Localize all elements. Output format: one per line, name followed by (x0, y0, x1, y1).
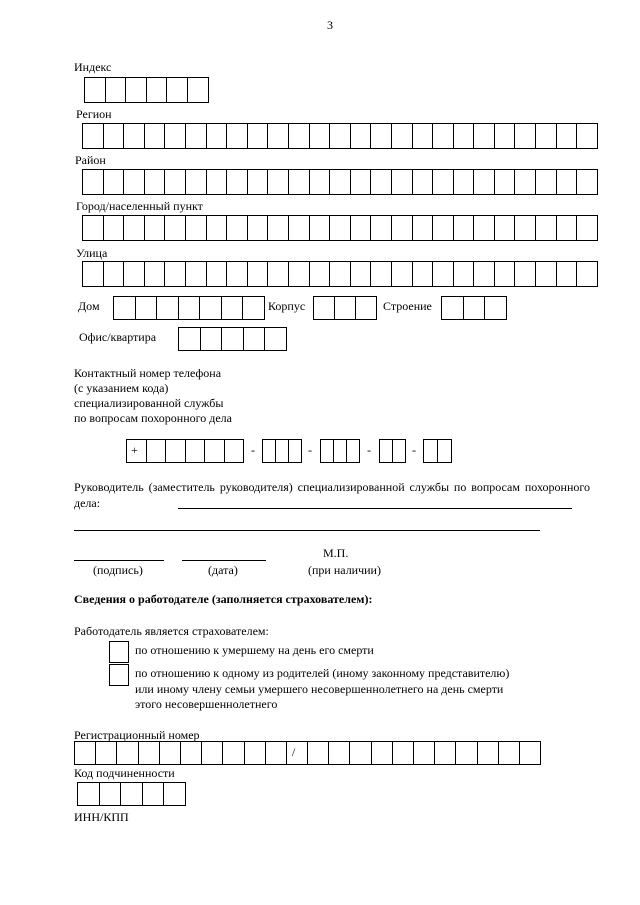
phone-part1-cells[interactable] (320, 439, 360, 463)
if-any-caption: (при наличии) (308, 563, 381, 577)
phone-label-4: по вопросам похоронного дела (74, 411, 232, 425)
phone-label-3: специализированной службы (74, 396, 224, 410)
reg-slash: / (291, 745, 296, 759)
phone-plus: + (131, 443, 138, 457)
city-cells[interactable] (82, 215, 598, 241)
head-name-line-2[interactable] (74, 530, 540, 531)
phone-part3-cells[interactable] (423, 439, 452, 463)
option2-label-3: этого несовершеннолетнего (135, 697, 278, 711)
house-label: Дом (78, 299, 100, 313)
page-number: 3 (327, 18, 333, 32)
district-cells[interactable] (82, 169, 598, 195)
office-cells[interactable] (178, 327, 287, 351)
option2-checkbox[interactable] (109, 664, 129, 686)
phone-dash-4: - (412, 443, 416, 457)
structure-label: Строение (383, 299, 432, 313)
region-label: Регион (76, 107, 112, 121)
city-label: Город/населенный пункт (76, 199, 203, 213)
phone-part2-cells[interactable] (379, 439, 406, 463)
phone-country-cells[interactable] (126, 439, 244, 463)
reg-number-label: Регистрационный номер (74, 728, 200, 742)
phone-label-2: (с указанием кода) (74, 381, 169, 395)
date-caption: (дата) (208, 563, 238, 577)
employer-is-insurer-label: Работодатель является страхователем: (74, 624, 269, 638)
street-label: Улица (76, 246, 108, 260)
phone-dash-2: - (308, 443, 312, 457)
inn-kpp-label: ИНН/КПП (74, 810, 129, 824)
structure-cells[interactable] (441, 296, 507, 320)
index-cells[interactable] (84, 77, 209, 103)
option1-checkbox[interactable] (109, 641, 129, 663)
mp-label: М.П. (323, 546, 349, 560)
subordination-code-cells[interactable] (77, 782, 186, 806)
phone-dash-3: - (367, 443, 371, 457)
employer-heading: Сведения о работодателе (заполняется страхователем): (74, 592, 373, 606)
phone-dash-1: - (251, 443, 255, 457)
option2-label-1: по отношению к одному из родителей (иному законному представителю) (135, 666, 510, 680)
index-label: Индекс (74, 60, 112, 74)
signature-line[interactable] (74, 560, 164, 561)
house-cells[interactable] (113, 296, 265, 320)
street-cells[interactable] (82, 261, 598, 287)
region-cells[interactable] (82, 123, 598, 149)
subordination-code-label: Код подчиненности (74, 766, 175, 780)
building-label: Корпус (268, 299, 306, 313)
option1-label: по отношению к умершему на день его смерти (135, 643, 374, 657)
reg-number-cells[interactable] (74, 741, 541, 765)
building-cells[interactable] (313, 296, 377, 320)
date-line[interactable] (182, 560, 266, 561)
district-label: Район (75, 153, 106, 167)
head-name-line[interactable] (178, 508, 572, 509)
head-text: Руководитель (заместитель руководителя) специализированной службы по вопросам похоронного дела: (74, 480, 590, 510)
office-label: Офис/квартира (79, 330, 157, 344)
signature-caption: (подпись) (93, 563, 143, 577)
phone-code-cells[interactable] (262, 439, 302, 463)
option2-label-2: или иному члену семьи умершего несовершеннолетнего на день смерти (135, 682, 504, 696)
phone-label-1: Контактный номер телефона (74, 366, 222, 380)
